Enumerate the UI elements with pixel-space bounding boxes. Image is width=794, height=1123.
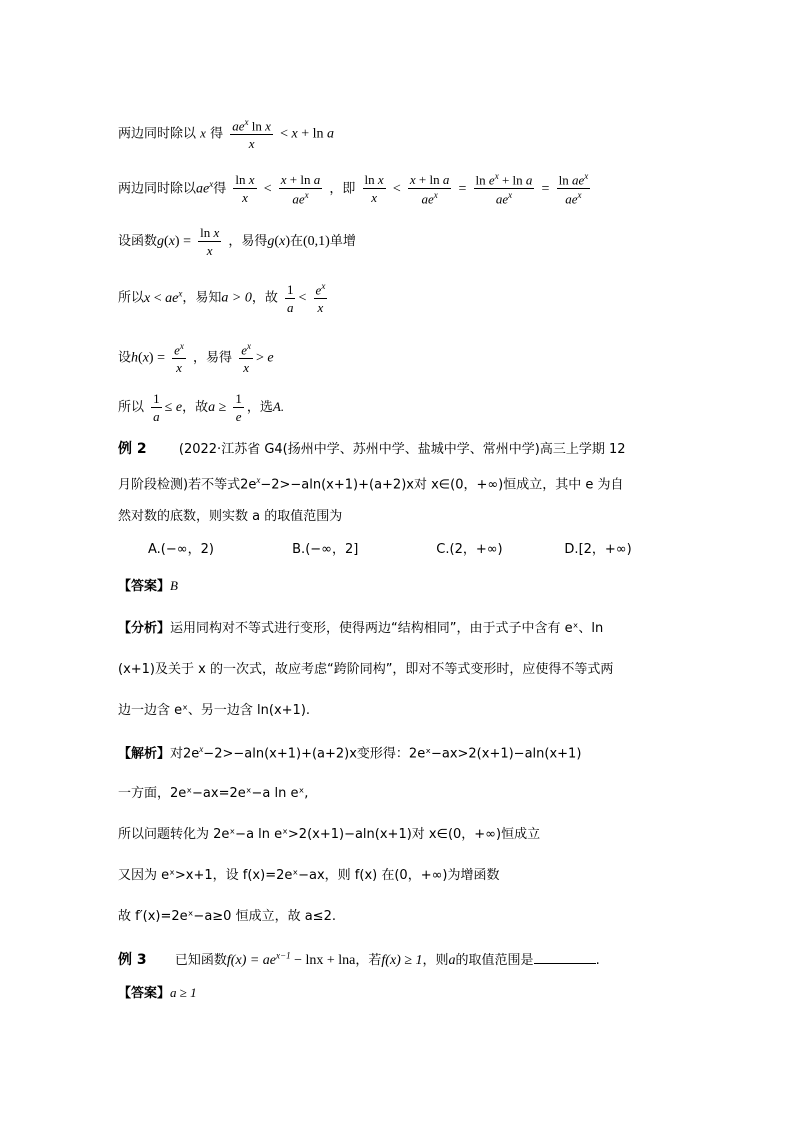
step-line-4: 所以$x < ae^x$，易知a > 0，故 $\frac{1}{a}$ < $\frac{e^x}{x}$ xyxy=(118,281,326,316)
example-3: 例 3 已知函数$f(x) = ae^{x-1} - \ln x + \ln a$，若f(x) ≥ 1，则a的取值范围是 . xyxy=(118,950,600,968)
step-line-2: 两边同时除以$ae^x$得 $\frac{\text{ln x}}{x}$ < $\frac{\text{x + ln a}}{ae^x}$ ，即 $\frac{\text{ln x}}{x}$ < $\frac{\text{x + ln a}}{ae^x}$ = $\frac{\ln e^x + \ln a}{ae^x}$ = $\frac{\ln ae^x}{ae^x}$ xyxy=(118,171,589,207)
option-c: C.(2，+∞) xyxy=(436,542,503,557)
example-2-line-1: 例 2 (2022·江苏省 G4(扬州中学、苏州中学、盐城中学、常州中学)高三上学期 12 xyxy=(118,441,626,457)
solution-line-2: 一方面，2eˣ−ax=2eˣ−a ln eˣ, xyxy=(118,786,309,801)
solution-line-1: 【解析】对$2e^x-2>-aln(x+1)+(a+2)x$变形得：2eˣ−ax>2(x+1)−aln(x+1) xyxy=(118,744,582,762)
step-line-1: 两边同时除以 x 得 $\frac{ae^x \ln x}{x}$ < x + ln a xyxy=(118,117,334,152)
example-label: 例 2 xyxy=(118,441,147,457)
step-line-5: 设h(x) = $\frac{e^x}{x}$ ，易得 $\frac{e^x}{x}$ > e xyxy=(118,341,274,376)
answer-blank[interactable] xyxy=(534,951,596,964)
step-line-6: 所以 $\frac{1}{a}$ ≤ e，故a ≥ $\frac{1}{e}$ ，选A. xyxy=(118,391,285,424)
example-2-line-3: 然对数的底数，则实数 a 的取值范围为 xyxy=(118,509,343,524)
answer-3: 【答案】a ≥ 1 xyxy=(118,985,197,1001)
fraction: $\frac{ae^x \ln x}{x}$ xyxy=(232,117,271,152)
solution-line-3: 所以问题转化为 2eˣ−a ln eˣ>2(x+1)−aln(x+1)对 x∈(0，+∞)恒成立 xyxy=(118,827,541,842)
step-line-3: 设函数g(x) = $\frac{\text{ln x}}{x}$ ，易得g(x)在(0,1)单增 xyxy=(118,225,356,258)
solution-line-4: 又因为 eˣ>x+1，设 f(x)=2eˣ−ax，则 f(x) 在(0，+∞)为增函数 xyxy=(118,868,500,883)
answer-2: 【答案】B xyxy=(118,578,178,594)
example-2-options xyxy=(148,543,632,556)
step-text: 两边同时除以 xyxy=(118,126,197,142)
analysis-line-1: 【分析】运用同构对不等式进行变形，使得两边“结构相同”，由于式子中含有 eˣ、ln xyxy=(118,621,604,636)
solution-line-5: 故 f′(x)=2eˣ−a≥0 恒成立，故 a≤2. xyxy=(118,909,336,924)
math-expr: < x + ln a xyxy=(280,126,334,142)
analysis-line-2: (x+1)及关于 x 的一次式，故应考虑“跨阶同构”，即对不等式变形时，应使得不等式两 xyxy=(118,662,614,677)
analysis-line-3: 边一边含 eˣ、另一边含 ln(x+1). xyxy=(118,703,311,718)
option-a: A.(−∞，2) xyxy=(148,542,214,557)
option-d: D.[2，+∞) xyxy=(564,542,632,557)
example-2-line-2: 月阶段检测)若不等式$2e^x-2>-aln(x+1)+(a+2)x$对 x∈(0，+∞)恒成立，其中 e 为自 xyxy=(118,475,624,493)
math-var: x xyxy=(200,125,206,141)
option-b: B.(−∞，2] xyxy=(292,542,359,557)
